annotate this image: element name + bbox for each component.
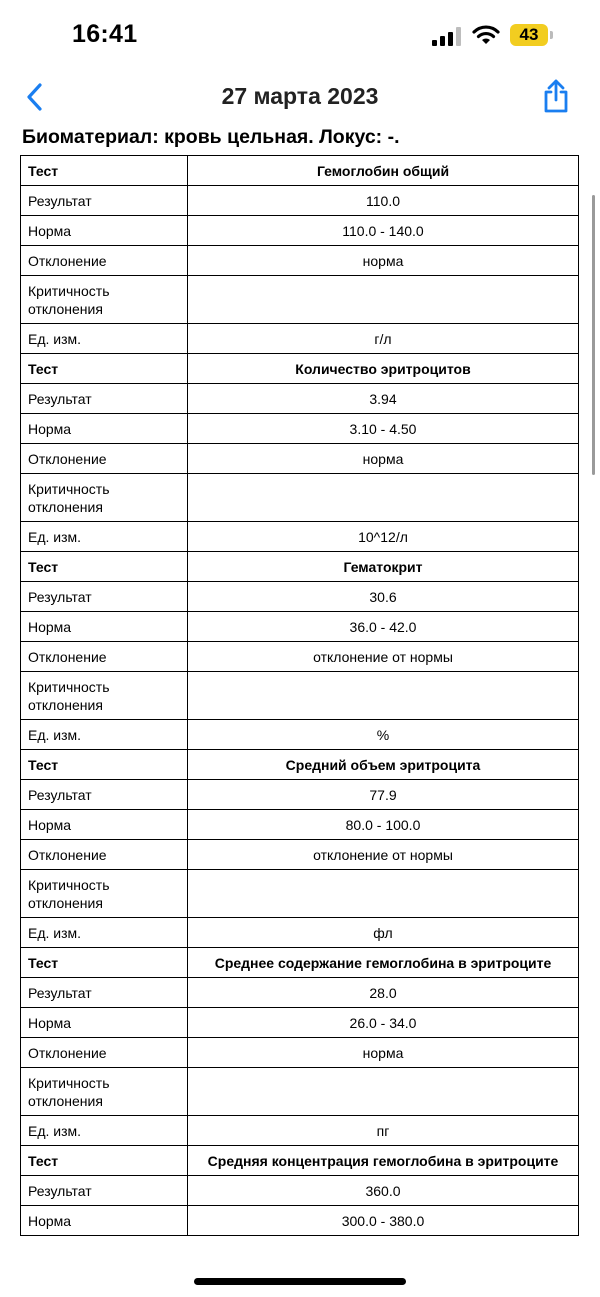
result-value: 77.9 [188, 780, 579, 810]
norm-row [21, 1008, 579, 1038]
share-icon [540, 78, 572, 114]
result-row [21, 780, 579, 810]
status-bar [0, 0, 600, 70]
norm-label: Норма [21, 612, 188, 642]
test-label: Тест [21, 948, 188, 978]
test-label: Тест [21, 552, 188, 582]
nav-bar [0, 70, 600, 125]
result-label: Результат [21, 978, 188, 1008]
deviation-label: Отклонение [21, 642, 188, 672]
test-row [21, 156, 579, 186]
criticality-value [188, 276, 579, 324]
result-label: Результат [21, 582, 188, 612]
unit-value: 10^12/л [188, 522, 579, 552]
norm-row [21, 1206, 579, 1236]
criticality-row [21, 276, 579, 324]
battery-level: 43 [519, 25, 539, 44]
back-button[interactable] [22, 80, 50, 114]
unit-row [21, 522, 579, 552]
norm-value: 110.0 - 140.0 [188, 216, 579, 246]
criticality-row [21, 870, 579, 918]
test-row [21, 750, 579, 780]
page-title: 27 марта 2023 [221, 83, 379, 109]
test-value: Гемоглобин общий [188, 156, 579, 186]
result-row [21, 978, 579, 1008]
test-value: Средняя концентрация гемоглобина в эритроците [188, 1146, 579, 1176]
test-row [21, 552, 579, 582]
deviation-row [21, 840, 579, 870]
unit-label: Ед. изм. [21, 1116, 188, 1146]
criticality-value [188, 474, 579, 522]
unit-value: пг [188, 1116, 579, 1146]
chevron-left-icon [22, 80, 50, 114]
deviation-label: Отклонение [21, 1038, 188, 1068]
cellular-signal-icon [432, 27, 462, 46]
unit-value: % [188, 720, 579, 750]
norm-label: Норма [21, 1008, 188, 1038]
deviation-label: Отклонение [21, 246, 188, 276]
result-row [21, 384, 579, 414]
norm-value: 36.0 - 42.0 [188, 612, 579, 642]
results-table-container[interactable] [20, 155, 579, 1250]
deviation-label: Отклонение [21, 840, 188, 870]
deviation-value: отклонение от нормы [188, 642, 579, 672]
test-label: Тест [21, 1146, 188, 1176]
norm-value: 3.10 - 4.50 [188, 414, 579, 444]
result-value: 3.94 [188, 384, 579, 414]
result-row [21, 1176, 579, 1206]
test-value: Средний объем эритроцита [188, 750, 579, 780]
result-value: 30.6 [188, 582, 579, 612]
test-label: Тест [21, 156, 188, 186]
unit-label: Ед. изм. [21, 720, 188, 750]
criticality-value [188, 870, 579, 918]
test-value: Количество эритроцитов [188, 354, 579, 384]
criticality-row [21, 1068, 579, 1116]
unit-row [21, 324, 579, 354]
result-label: Результат [21, 1176, 188, 1206]
result-row [21, 582, 579, 612]
deviation-value: норма [188, 444, 579, 474]
deviation-value: отклонение от нормы [188, 840, 579, 870]
unit-value: фл [188, 918, 579, 948]
scrollbar[interactable] [592, 195, 595, 475]
result-label: Результат [21, 780, 188, 810]
wifi-icon [472, 24, 500, 46]
test-row [21, 1146, 579, 1176]
biomaterial-title: Биоматериал: кровь цельная. Локус: -. [22, 126, 400, 148]
criticality-label: Критичность отклонения [21, 474, 188, 522]
norm-row [21, 216, 579, 246]
criticality-label: Критичность отклонения [21, 1068, 188, 1116]
criticality-row [21, 474, 579, 522]
criticality-label: Критичность отклонения [21, 870, 188, 918]
results-table [20, 155, 579, 1236]
test-label: Тест [21, 750, 188, 780]
test-value: Среднее содержание гемоглобина в эритроците [188, 948, 579, 978]
norm-row [21, 810, 579, 840]
norm-value: 26.0 - 34.0 [188, 1008, 579, 1038]
result-value: 360.0 [188, 1176, 579, 1206]
unit-row [21, 720, 579, 750]
test-value: Гематокрит [188, 552, 579, 582]
criticality-label: Критичность отклонения [21, 276, 188, 324]
criticality-value [188, 1068, 579, 1116]
criticality-value [188, 672, 579, 720]
unit-label: Ед. изм. [21, 522, 188, 552]
test-row [21, 354, 579, 384]
norm-label: Норма [21, 216, 188, 246]
norm-row [21, 414, 579, 444]
deviation-value: норма [188, 246, 579, 276]
result-row [21, 186, 579, 216]
norm-value: 80.0 - 100.0 [188, 810, 579, 840]
unit-row [21, 1116, 579, 1146]
battery-icon [510, 24, 554, 46]
norm-label: Норма [21, 810, 188, 840]
test-label: Тест [21, 354, 188, 384]
test-row [21, 948, 579, 978]
share-button[interactable] [540, 78, 572, 114]
deviation-row [21, 444, 579, 474]
norm-label: Норма [21, 1206, 188, 1236]
unit-label: Ед. изм. [21, 918, 188, 948]
deviation-label: Отклонение [21, 444, 188, 474]
deviation-value: норма [188, 1038, 579, 1068]
result-value: 28.0 [188, 978, 579, 1008]
unit-label: Ед. изм. [21, 324, 188, 354]
norm-row [21, 612, 579, 642]
criticality-label: Критичность отклонения [21, 672, 188, 720]
result-label: Результат [21, 384, 188, 414]
norm-label: Норма [21, 414, 188, 444]
home-indicator[interactable] [194, 1278, 406, 1285]
deviation-row [21, 642, 579, 672]
status-time: 16:41 [72, 20, 138, 48]
unit-value: г/л [188, 324, 579, 354]
norm-value: 300.0 - 380.0 [188, 1206, 579, 1236]
result-label: Результат [21, 186, 188, 216]
deviation-row [21, 1038, 579, 1068]
result-value: 110.0 [188, 186, 579, 216]
deviation-row [21, 246, 579, 276]
unit-row [21, 918, 579, 948]
criticality-row [21, 672, 579, 720]
